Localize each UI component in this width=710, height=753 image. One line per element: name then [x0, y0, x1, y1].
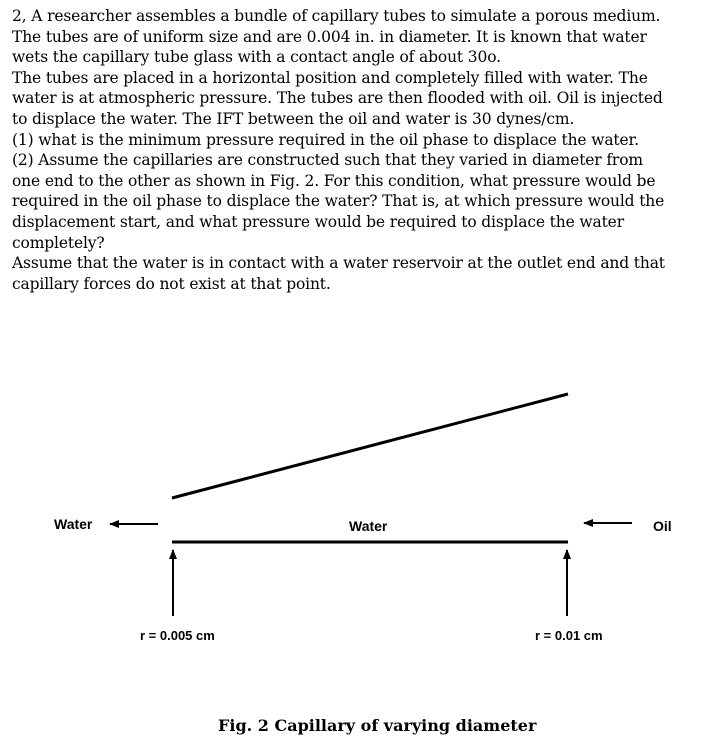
figure-caption: Fig. 2 Capillary of varying diameter [218, 716, 537, 735]
problem-line: 2, A researcher assembles a bundle of capillary tubes to simulate a porous medium. [12, 7, 661, 25]
problem-line: displacement start, and what pressure would be required to displace the water [12, 212, 624, 231]
problem-line: capillary forces do not exist at that point. [12, 274, 331, 293]
capillary-figure [0, 370, 710, 670]
problem-line: to displace the water. The IFT between the oil and water is 30 dynes/cm. [12, 109, 575, 128]
problem-line: The tubes are placed in a horizontal position and completely filled with water. The [12, 68, 648, 87]
problem-line: Assume that the water is in contact with a water reservoir at the outlet end and that [12, 254, 665, 273]
problem-line: water is at atmospheric pressure. The tubes are then flooded with oil. Oil is injected [12, 89, 663, 108]
problem-line: (1) what is the minimum pressure required in the oil phase to displace the water. [12, 130, 639, 149]
label-water-outlet: Water [54, 516, 93, 532]
problem-line: The tubes are of uniform size and are 0.004 in. in diameter. It is known that water [12, 27, 647, 46]
capillary-upper-wall [172, 394, 568, 498]
label-water-inside: Water [349, 518, 388, 534]
problem-line: wets the capillary tube glass with a contact angle of about 30o. [12, 48, 501, 67]
problem-line: one end to the other as shown in Fig. 2. For this condition, what pressure would be [12, 171, 656, 190]
label-radius-right: r = 0.01 cm [535, 628, 603, 643]
label-oil: Oil [653, 518, 672, 534]
label-radius-left: r = 0.005 cm [140, 628, 215, 643]
problem-line: required in the oil phase to displace the water? That is, at which pressure would the [12, 192, 665, 211]
problem-statement [12, 6, 708, 294]
problem-line: completely? [12, 233, 105, 252]
problem-line: (2) Assume the capillaries are constructed such that they varied in diameter from [12, 151, 643, 170]
